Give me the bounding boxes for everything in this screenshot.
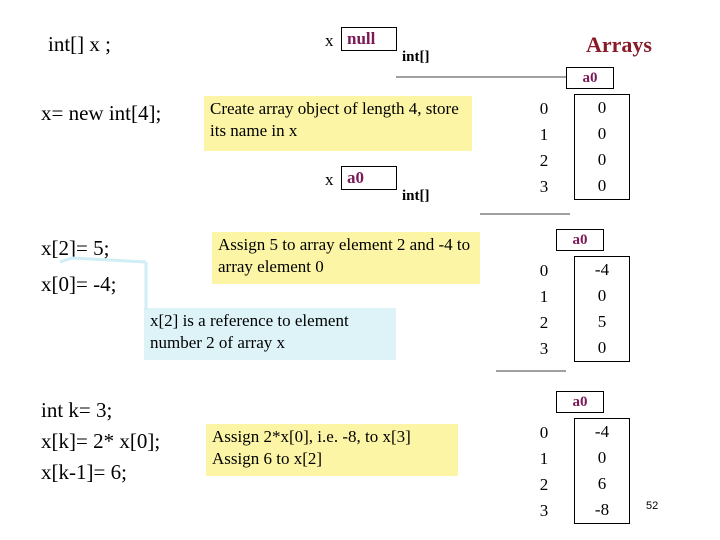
array-cell-0: -4 bbox=[594, 422, 610, 441]
variable-x-value-a0: a0 bbox=[341, 166, 397, 190]
array-cell-0: 0 bbox=[597, 98, 607, 117]
code-int-k: int k= 3; bbox=[41, 398, 113, 422]
array-cell-2: 5 bbox=[597, 312, 607, 331]
index-2: 2 bbox=[539, 313, 549, 332]
array-indices bbox=[537, 96, 551, 200]
code-new-array: x= new int[4]; bbox=[41, 101, 162, 125]
slide-title: Arrays bbox=[586, 32, 652, 57]
divider-1 bbox=[396, 76, 566, 78]
variable-x-label: x bbox=[325, 31, 334, 50]
array-cell-3: -8 bbox=[594, 500, 610, 519]
variable-x-type-2: int[] bbox=[402, 188, 430, 204]
divider-3 bbox=[496, 370, 566, 372]
array-cell-3: 0 bbox=[597, 176, 607, 195]
array-tag-a0: a0 bbox=[566, 67, 614, 89]
index-1: 1 bbox=[539, 449, 549, 468]
index-3: 3 bbox=[539, 339, 549, 358]
array-cell-1: 0 bbox=[597, 124, 607, 143]
code-assign-xk-minus-1: x[k-1]= 6; bbox=[41, 460, 127, 484]
array-indices-2 bbox=[537, 258, 551, 362]
variable-x-label-2: x bbox=[325, 170, 334, 189]
array-cell-3: 0 bbox=[597, 338, 607, 357]
array-object-a0-2 bbox=[574, 256, 630, 362]
code-declaration: int[] x ; bbox=[48, 32, 111, 56]
code-assign-element-2: x[2]= 5; bbox=[41, 236, 110, 260]
note-reference: x[2] is a reference to element number 2 of array x bbox=[144, 308, 396, 360]
index-2: 2 bbox=[539, 475, 549, 494]
array-cell-2: 6 bbox=[597, 474, 607, 493]
index-3: 3 bbox=[539, 501, 549, 520]
array-tag-a0-3: a0 bbox=[556, 391, 604, 413]
index-0: 0 bbox=[539, 261, 549, 280]
array-cell-2: 0 bbox=[597, 150, 607, 169]
array-object-a0 bbox=[574, 94, 630, 200]
index-0: 0 bbox=[539, 99, 549, 118]
index-0: 0 bbox=[539, 423, 549, 442]
array-tag-a0-2: a0 bbox=[556, 229, 604, 251]
index-3: 3 bbox=[539, 177, 549, 196]
code-assign-xk: x[k]= 2* x[0]; bbox=[41, 429, 161, 453]
array-cell-0: -4 bbox=[594, 260, 610, 279]
index-2: 2 bbox=[539, 151, 549, 170]
array-cell-1: 0 bbox=[597, 286, 607, 305]
array-cell-1: 0 bbox=[597, 448, 607, 467]
array-object-a0-3 bbox=[574, 418, 630, 524]
index-1: 1 bbox=[539, 287, 549, 306]
note-assign-elements: Assign 5 to array element 2 and -4 to array element 0 bbox=[212, 232, 480, 284]
note-assign-k: Assign 2*x[0], i.e. -8, to x[3] Assign 6 to x[2] bbox=[206, 424, 458, 476]
array-indices-3 bbox=[537, 420, 551, 524]
variable-x-value-null: null bbox=[341, 27, 397, 51]
divider-2 bbox=[480, 213, 570, 215]
page-number: 52 bbox=[646, 500, 659, 512]
index-1: 1 bbox=[539, 125, 549, 144]
variable-x-type: int[] bbox=[402, 49, 430, 65]
note-create-array: Create array object of length 4, store its name in x bbox=[204, 96, 472, 151]
code-assign-element-0: x[0]= -4; bbox=[41, 272, 117, 296]
